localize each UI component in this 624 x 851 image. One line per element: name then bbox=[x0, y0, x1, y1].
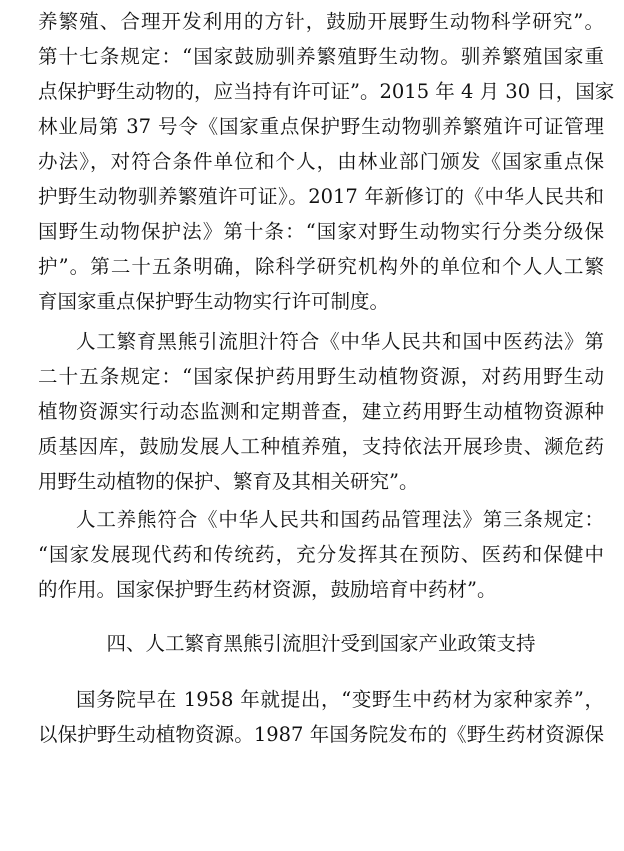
paragraph-line-12: 植物资源实行动态监测和定期普查，建立药用野生动植物资源种 bbox=[38, 400, 604, 423]
paragraph-line-17: 的作用。国家保护野生药材资源，鼓励培育中药材”。 bbox=[38, 578, 497, 601]
paragraph-line-6: 护野生动物驯养繁殖许可证》。2017 年新修订的《中华人民共和 bbox=[38, 185, 604, 208]
paragraph-line-8: 护”。第二十五条明确，除科学研究机构外的单位和个人人工繁 bbox=[38, 255, 604, 278]
paragraph-line-7: 国野生动物保护法》第十条：“国家对野生动物实行分类分级保 bbox=[38, 220, 604, 243]
paragraph-line-14: 用野生动植物的保护、繁育及其相关研究”。 bbox=[38, 470, 419, 493]
paragraph-line-2: 第十七条规定：“国家鼓励驯养繁殖野生动物。驯养繁殖国家重 bbox=[38, 45, 604, 68]
paragraph-line-18: 国务院早在 1958 年就提出，“变野生中药材为家种家养”， bbox=[76, 688, 604, 711]
paragraph-line-11: 二十五条规定：“国家保护药用野生动植物资源，对药用野生动 bbox=[38, 365, 604, 388]
section-heading: 四、人工繁育黑熊引流胆汁受到国家产业政策支持 bbox=[106, 632, 536, 655]
paragraph-line-19: 以保护野生动植物资源。1987 年国务院发布的《野生药材资源保 bbox=[38, 723, 604, 746]
paragraph-line-1: 养繁殖、合理开发利用的方针，鼓励开展野生动物科学研究”。 bbox=[38, 10, 604, 33]
paragraph-line-5: 办法》，对符合条件单位和个人，由林业部门颁发《国家重点保 bbox=[38, 150, 604, 173]
paragraph-line-9: 育国家重点保护野生动物实行许可制度。 bbox=[38, 290, 390, 313]
paragraph-line-13: 质基因库，鼓励发展人工种植养殖，支持依法开展珍贵、濒危药 bbox=[38, 435, 604, 458]
paragraph-line-4: 林业局第 37 号令《国家重点保护野生动物驯养繁殖许可证管理 bbox=[38, 115, 604, 138]
paragraph-line-16: “国家发展现代药和传统药，充分发挥其在预防、医药和保健中 bbox=[38, 543, 604, 566]
paragraph-line-3: 点保护野生动物的，应当持有许可证”。2015 年 4 月 30 日，国家 bbox=[38, 80, 615, 103]
paragraph-line-10: 人工繁育黑熊引流胆汁符合《中华人民共和国中医药法》第 bbox=[76, 330, 604, 353]
paragraph-line-15: 人工养熊符合《中华人民共和国药品管理法》第三条规定： bbox=[76, 508, 604, 531]
